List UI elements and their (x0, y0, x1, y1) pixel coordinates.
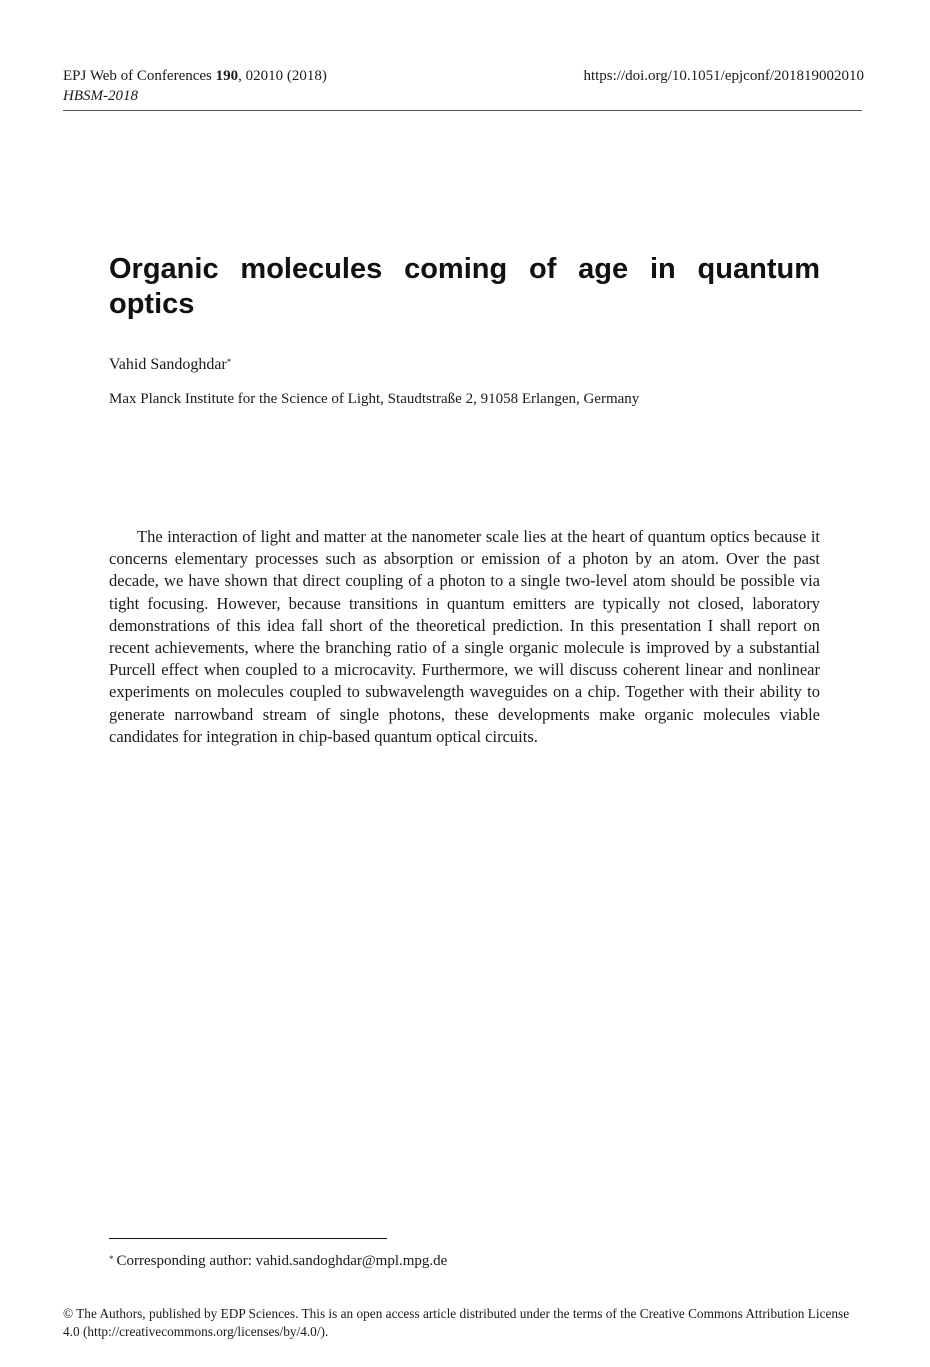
footnote-text: Corresponding author: vahid.sandoghdar@mpl.mpg.de (116, 1253, 448, 1269)
author-footnote-marker: * (226, 357, 232, 367)
running-header (63, 66, 862, 111)
doi-link[interactable]: https://doi.org/10.1051/epjconf/201819002010 (583, 68, 864, 84)
header-citation (63, 66, 327, 106)
footnote-marker: * (109, 1254, 114, 1264)
author-affiliation: Max Planck Institute for the Science of Light, Staudtstraße 2, 91058 Erlangen, Germany (109, 391, 640, 407)
journal-name: EPJ Web of Conferences (63, 68, 216, 84)
paper-title: Organic molecules coming of age in quantum optics (109, 253, 820, 320)
journal-citation (63, 66, 327, 86)
journal-volume: 190 (215, 68, 239, 84)
author-name: Vahid Sandoghdar (109, 356, 227, 373)
footnote-divider (109, 1238, 387, 1239)
conference-id: HBSM-2018 (63, 88, 138, 104)
article-info: , 02010 (2018) (238, 68, 327, 84)
license-notice: © The Authors, published by EDP Sciences. This is an open access article distributed under the terms of the Creative Commons Attribution License 4.0 (http://creativecommons.org/licenses/by/4.0/). (63, 1306, 850, 1339)
author-line (109, 355, 231, 375)
corresponding-author-footnote (109, 1251, 447, 1271)
abstract-paragraph: The interaction of light and matter at the nanometer scale lies at the heart of quantum optics because it concerns elementary processes such as absorption or emission of a photon by an atom. Over the past decade, we have shown that direct coupling of a photon to a single two-level atom should be possible via tight focusing. However, because transitions in quantum emitters are typically not closed, laboratory demonstrations of this idea fall short of the theoretical prediction. In this presentation I shall report on recent achievements, where the branching ratio of a single organic molecule is improved by a substantial Purcell effect when coupled to a microcavity. Furthermore, we will discuss coherent linear and nonlinear experiments on molecules coupled to subwavelength waveguides on a chip. Together with their ability to generate narrowband stream of single photons, these developments make organic molecules viable candidates for integration in chip-based quantum optical circuits. (109, 527, 820, 746)
